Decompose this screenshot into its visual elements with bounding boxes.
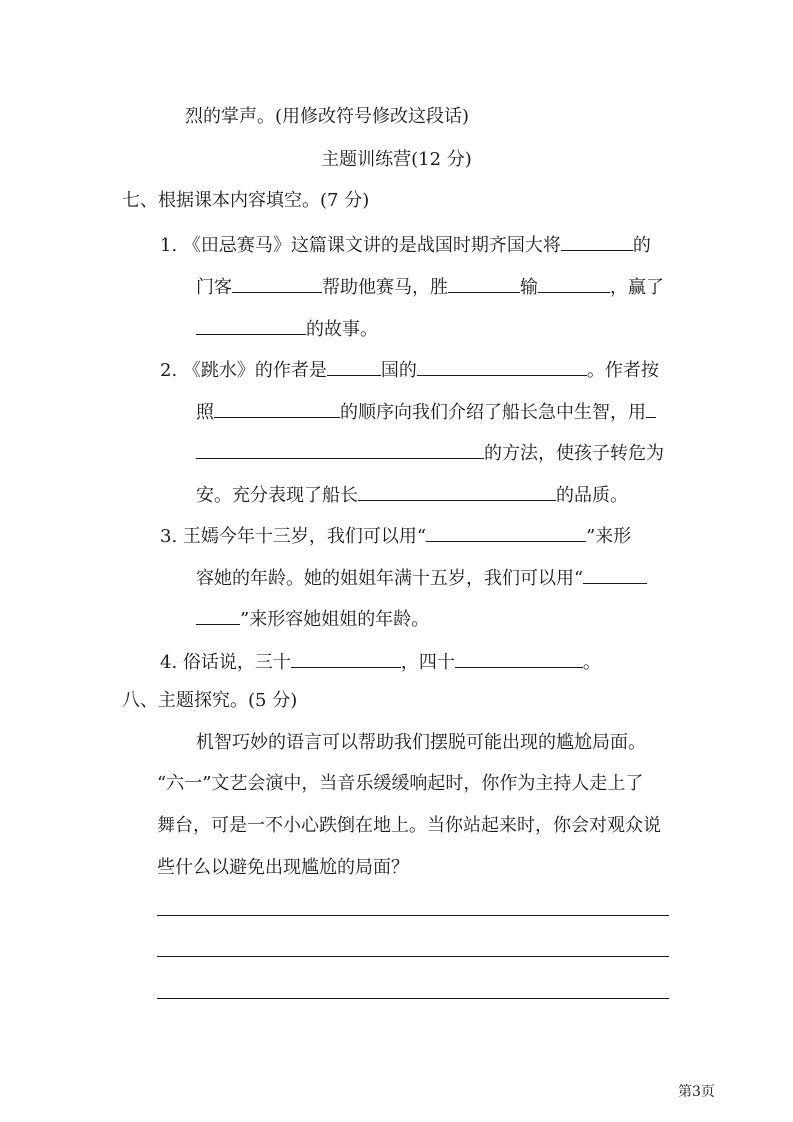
- q7-2-text-e: 的顺序向我们介绍了船长急中生智，用: [340, 402, 646, 423]
- q8-text-1: 机智巧妙的语言可以帮助我们摆脱可能出现的尴尬局面。: [196, 732, 646, 753]
- q7-3-text-b: ”来形: [586, 526, 632, 547]
- q7-2-text-a: 2. 《跳水》的作者是: [160, 360, 327, 381]
- page-number: 第3页: [678, 1084, 715, 1100]
- q8-paragraph-line-1: [196, 731, 646, 755]
- q7-2-line-3: [196, 439, 664, 463]
- question-7-title: [122, 189, 369, 213]
- q7-2-line-1: [160, 356, 659, 380]
- answer-blank[interactable]: [538, 273, 610, 293]
- answer-blank[interactable]: [417, 356, 587, 376]
- answer-blank[interactable]: [214, 398, 340, 418]
- q8-paragraph-line-4: [157, 856, 409, 880]
- q7-4-line-1: [160, 648, 601, 672]
- q7-2-text-f: 的方法，使孩子转危为: [484, 443, 664, 464]
- q7-2-text-g: 安。充分表现了船长: [196, 485, 358, 506]
- q7-4-text-a: 4. 俗话说，三十: [160, 652, 291, 673]
- q7-1-line-2: [196, 273, 664, 297]
- answer-blank[interactable]: [646, 398, 656, 418]
- answer-blank[interactable]: [358, 481, 556, 501]
- q7-3-line-2: [196, 564, 647, 588]
- q7-3-text-d: ”来形容她姐姐的年龄。: [240, 609, 430, 630]
- q7-1-text-a: 1. 《田忌赛马》这篇课文讲的是战国时期齐国大将: [160, 235, 561, 256]
- q7-3-text-c: 容她的年龄。她的姐姐年满十五岁，我们可以用“: [196, 568, 584, 589]
- section-title: [0, 148, 793, 172]
- answer-blank[interactable]: [426, 522, 586, 542]
- q7-2-text-h: 的品质。: [556, 485, 628, 506]
- q7-1-text-e: 输: [520, 277, 538, 298]
- answer-blank[interactable]: [583, 564, 647, 584]
- q7-4-text-b: ，四十: [400, 652, 455, 673]
- q7-3-text-a: 3. 王嫣今年十三岁，我们可以用“: [160, 526, 427, 547]
- q8-text-3: 舞台，可是一不小心跌倒在地上。当你站起来时，你会对观众说: [157, 815, 661, 836]
- q7-4-text-c: 。: [582, 652, 601, 673]
- q7-2-text-c: 。作者按: [586, 360, 659, 381]
- answer-blank[interactable]: [196, 605, 240, 625]
- q8-paragraph-line-3: [157, 814, 661, 838]
- q7-2-line-2: [196, 398, 656, 422]
- question-8-title: [122, 689, 297, 713]
- q7-1-text-c: 门客: [196, 277, 232, 298]
- paragraph-end: 烈的掌声。(用修改符号修改这段话): [185, 106, 470, 127]
- section-title-text: 主题训练营(12 分): [321, 149, 472, 170]
- q7-3-line-1: [160, 522, 631, 546]
- q8-text-2: “六一”文艺会演中，当音乐缓缓响起时，你作为主持人走上了: [157, 773, 644, 794]
- answer-blank[interactable]: [327, 356, 381, 376]
- q7-3-line-3: [196, 605, 429, 629]
- q7-1-text-d: 帮助他赛马，胜: [322, 277, 448, 298]
- question-7-title-text: 七、根据课本内容填空。(7 分): [122, 190, 370, 211]
- answer-writing-line[interactable]: [157, 956, 669, 957]
- q7-2-text-d: 照: [196, 402, 214, 423]
- question-8-title-text: 八、主题探究。(5 分): [122, 690, 298, 711]
- q7-1-line-3: [196, 315, 378, 339]
- answer-blank[interactable]: [291, 648, 401, 668]
- answer-writing-line[interactable]: [157, 915, 669, 916]
- answer-blank[interactable]: [448, 273, 520, 293]
- answer-blank[interactable]: [561, 231, 633, 251]
- q7-1-text-f: ，赢了: [610, 277, 664, 298]
- q7-2-line-4: [196, 481, 628, 505]
- text-line: [185, 105, 469, 129]
- q7-1-text-g: 的故事。: [306, 319, 378, 340]
- q7-2-text-b: 国的: [380, 360, 417, 381]
- q7-1-text-b: 的: [632, 235, 651, 256]
- answer-blank[interactable]: [455, 648, 583, 668]
- q8-text-4: 些什么以避免出现尴尬的局面？: [157, 857, 409, 878]
- answer-writing-line[interactable]: [157, 998, 669, 999]
- q8-paragraph-line-2: [157, 772, 643, 796]
- q7-1-line-1: [160, 231, 651, 255]
- answer-blank[interactable]: [196, 439, 484, 459]
- answer-blank[interactable]: [232, 273, 322, 293]
- answer-blank[interactable]: [196, 315, 306, 335]
